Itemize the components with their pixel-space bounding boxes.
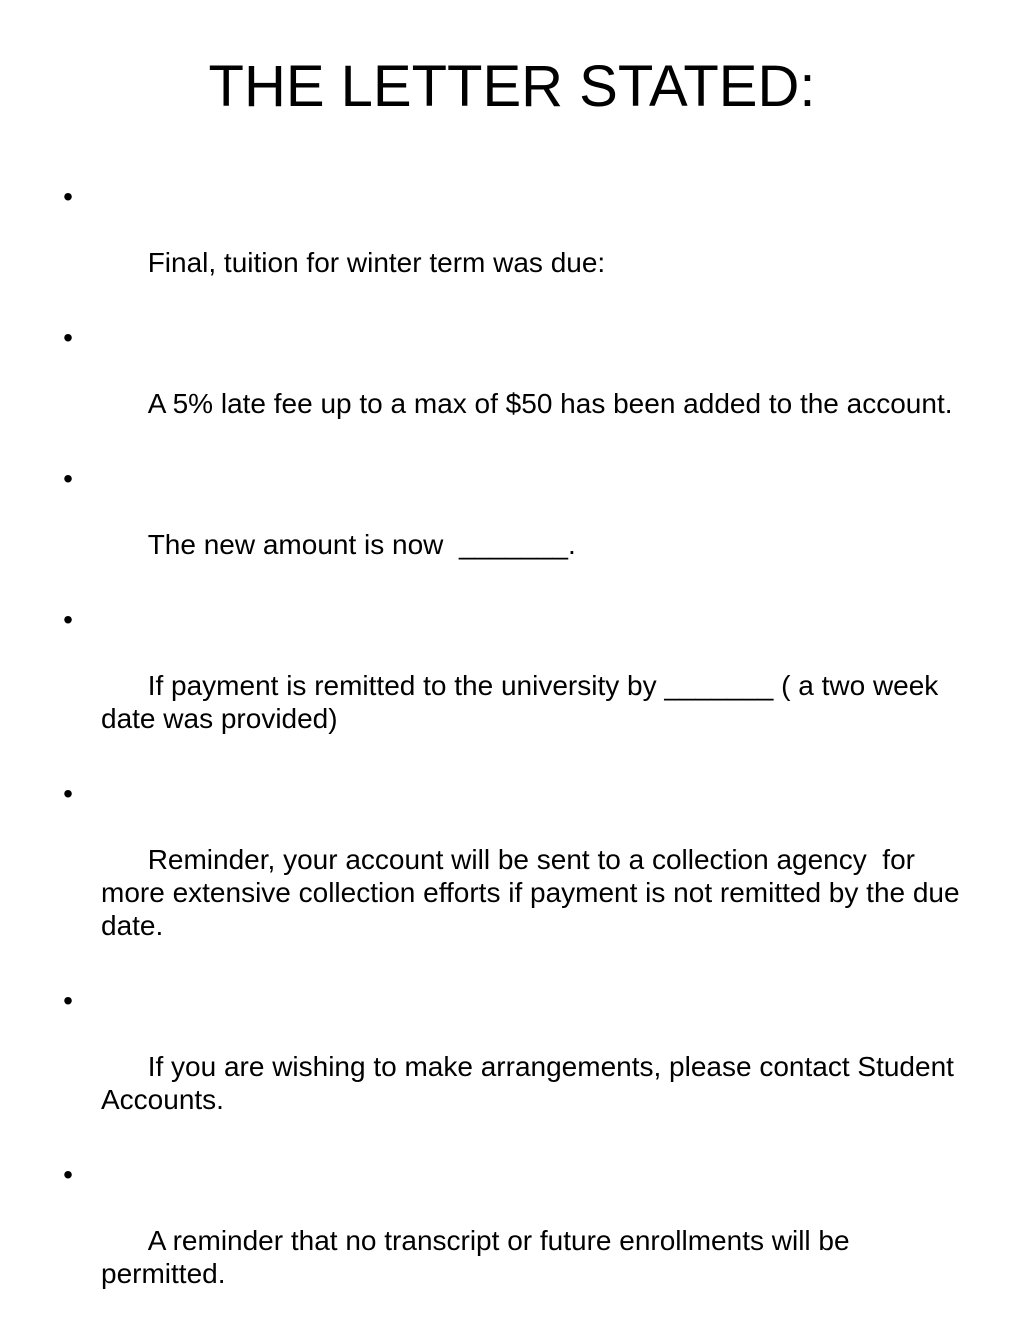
bullet-dot-icon: • [63,604,73,635]
bullet-text: A 5% late fee up to a max of $50 has been added to the account. [147,388,953,419]
bullet-item [58,777,978,975]
bullet-dot-icon: • [63,181,73,212]
bullet-text: The new amount is now _______. [147,529,576,560]
bullet-item [58,180,978,312]
bullet-list [58,180,978,1332]
bullet-text: Final, tuition for winter term was due: [147,247,606,278]
bullet-dot-icon: • [63,463,73,494]
bullet-dot-icon: • [63,322,73,353]
bullet-item [58,462,978,594]
bullet-item [58,1158,978,1323]
slide-title: THE LETTER STATED: [208,54,816,119]
bullet-text: If you are wishing to make arrangements, please contact Student Accounts. [101,1051,961,1115]
bullet-text: Reminder, your account will be sent to a collection agency for more extensive collection efforts if payment is not remitted by the due date. [101,844,968,941]
bullet-item [58,321,978,453]
bullet-dot-icon: • [63,778,73,809]
bullet-item [58,603,978,768]
bullet-dot-icon: • [63,1159,73,1190]
bullet-text: If payment is remitted to the university by _______ ( a two week date was provided) [101,670,947,734]
bullet-item [58,984,978,1149]
bullet-text: A reminder that no transcript or future enrollments will be permitted. [101,1225,858,1289]
bullet-dot-icon: • [63,985,73,1016]
